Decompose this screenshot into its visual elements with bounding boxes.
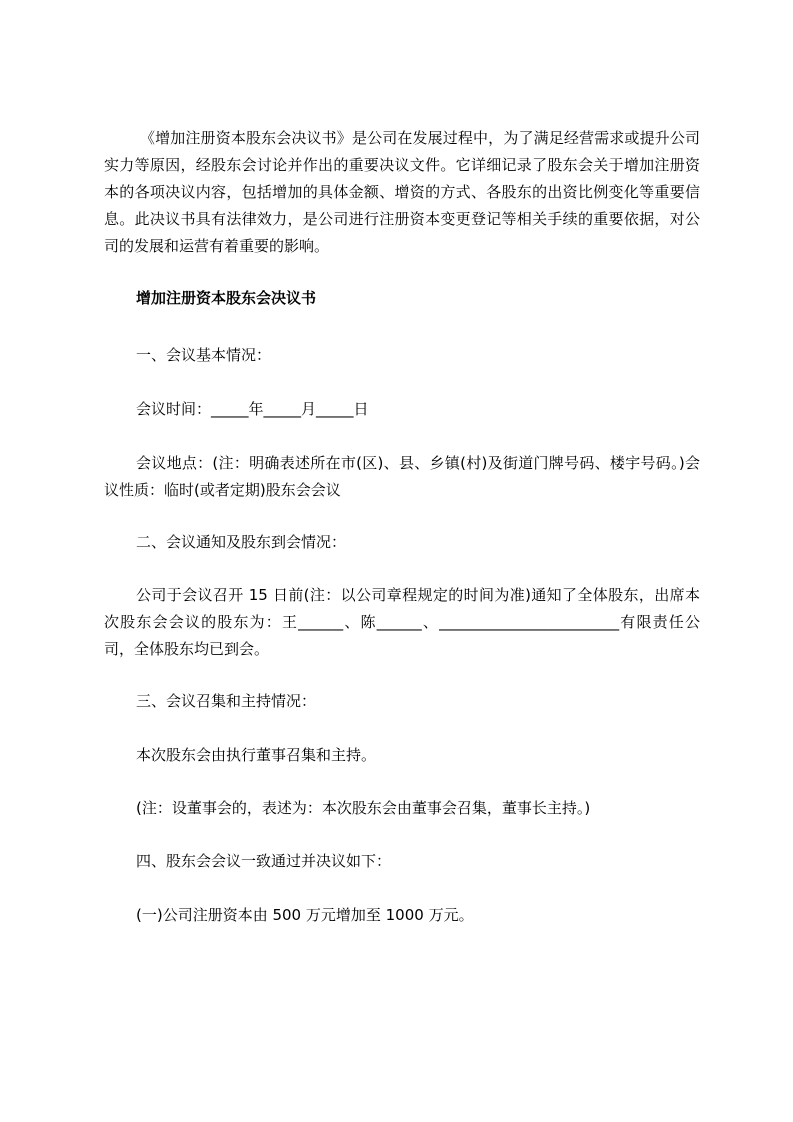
section-2-heading: 二、会议通知及股东到会情况： [136,533,347,551]
meeting-time: 会议时间：_____年_____月_____日 [136,400,369,418]
section-1-heading: 一、会议基本情况： [136,346,272,364]
section-4-heading: 四、股东会会议一致通过并决议如下： [136,852,392,870]
section-3-heading: 三、会议召集和主持情况： [136,692,317,710]
notice-paragraph: 公司于会议召开 15 日前(注：以公司章程规定的时间为准)通知了全体股东，出席本次股东会会议的股东为：王______、陈______、________________________有限责任公司，全体股东均已到会。 [104,586,700,658]
meeting-place: 会议地点：(注：明确表述所在市(区)、县、乡镇(村)及街道门牌号码、楼宇号码。)会议性质：临时(或者定期)股东会会议 [104,454,700,499]
resolution-item-1: (一)公司注册资本由 500 万元增加至 1000 万元。 [136,906,474,924]
document-title: 增加注册资本股东会决议书 [136,289,317,307]
convene-paragraph: 本次股东会由执行董事召集和主持。 [136,746,377,764]
intro-paragraph: 《增加注册资本股东会决议书》是公司在发展过程中，为了满足经营需求或提升公司实力等原因，经股东会讨论并作出的重要决议文件。它详细记录了股东会关于增加注册资本的各项决议内容，包括增加的具体金额、增资的方式、各股东的出资比例变化等重要信息。此决议书具有法律效力，是公司进行注册资本变更登记等相关手续的重要依据，对公司的发展和运营有着重要的影响。 [104,129,700,255]
convene-note: (注：设董事会的，表述为：本次股东会由董事会召集，董事长主持。) [136,799,591,817]
